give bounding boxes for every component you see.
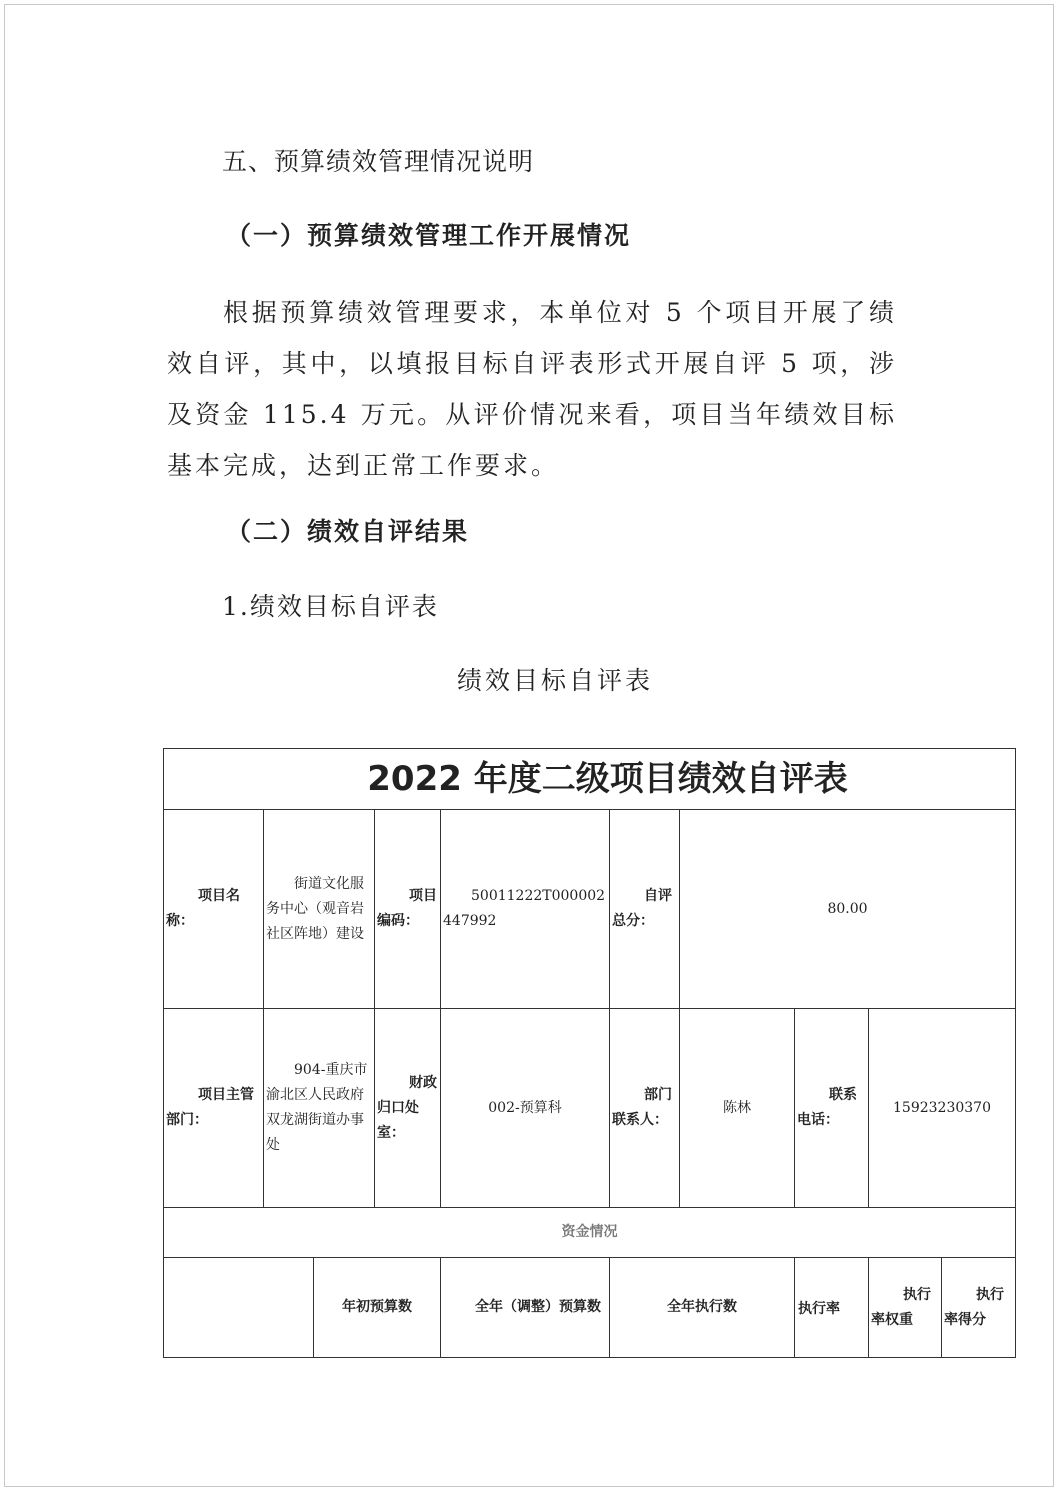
phone-label: 联系电话： bbox=[795, 1009, 869, 1208]
evaluation-table bbox=[163, 748, 1016, 1358]
self-score-value: 80.00 bbox=[680, 810, 1016, 1009]
dept-value: 904-重庆市渝北区人民政府双龙湖街道办事处 bbox=[264, 1009, 375, 1208]
col-exec-score: 执行率得分 bbox=[942, 1258, 1016, 1358]
table-caption: 绩效目标自评表 bbox=[456, 666, 653, 695]
contact-label: 部门联系人： bbox=[610, 1009, 680, 1208]
project-code-label: 项目编码： bbox=[375, 810, 441, 1009]
col-exec-rate: 执行率 bbox=[798, 1301, 840, 1317]
funds-section-header: 资金情况 bbox=[164, 1208, 1016, 1258]
col-exec-weight: 执行率权重 bbox=[869, 1258, 942, 1358]
contact-value: 陈林 bbox=[680, 1009, 795, 1208]
col-adjusted-budget: 全年（调整）预算数 bbox=[441, 1258, 610, 1358]
col-initial-budget: 年初预算数 bbox=[314, 1258, 441, 1358]
project-name-label: 项目名称： bbox=[164, 810, 264, 1009]
finance-office-label: 财政归口处室： bbox=[375, 1009, 441, 1208]
body-paragraph: 根据预算绩效管理要求，本单位对 5 个项目开展了绩效自评，其中，以填报目标自评表形式开展自评 5 项，涉及资金 115.4 万元。从评价情况来看，项目当年绩效目标基本完成，达到正常工作要求。 bbox=[167, 298, 897, 480]
self-score-label: 自评总分： bbox=[610, 810, 680, 1009]
project-name-value: 街道文化服务中心（观音岩社区阵地）建设 bbox=[264, 810, 375, 1009]
subsection-title-2: （二）绩效自评结果 bbox=[226, 517, 470, 546]
funds-blank-cell bbox=[164, 1258, 314, 1358]
phone-value: 15923230370 bbox=[869, 1009, 1016, 1208]
section-title: 五、预算绩效管理情况说明 bbox=[222, 147, 535, 176]
col-annual-exec: 全年执行数 bbox=[610, 1258, 795, 1358]
table-title: 2022 年度二级项目绩效自评表 bbox=[164, 749, 1016, 810]
item-label: 1.绩效目标自评表 bbox=[222, 592, 439, 621]
project-code-value: 50011222T000002447992 bbox=[441, 810, 610, 1009]
dept-label: 项目主管部门： bbox=[164, 1009, 264, 1208]
subsection-title-1: （一）预算绩效管理工作开展情况 bbox=[226, 221, 632, 250]
finance-office-value: 002-预算科 bbox=[441, 1009, 610, 1208]
